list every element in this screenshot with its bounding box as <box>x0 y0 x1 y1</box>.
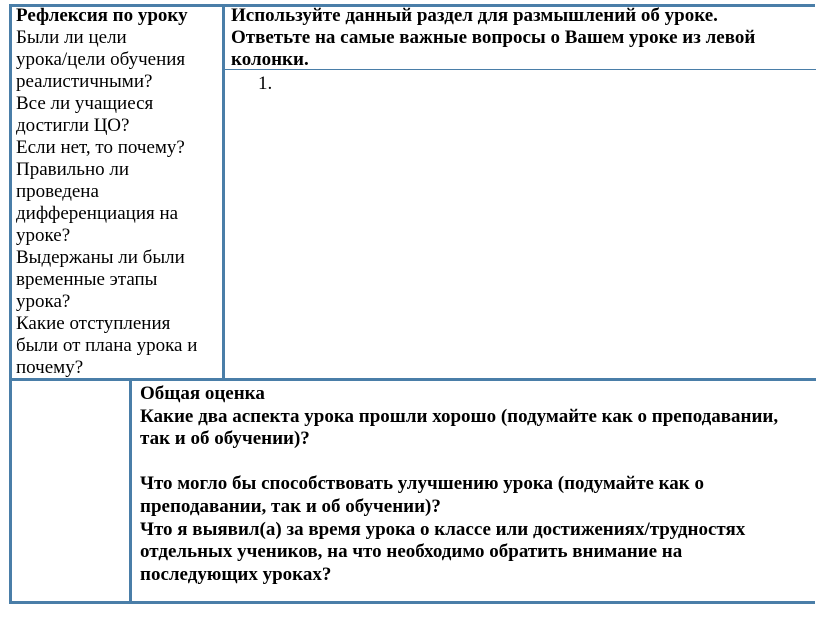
question-line: дифференциация на <box>16 203 179 224</box>
question-line: уроке? <box>16 225 71 246</box>
reflection-title: Рефлексия по уроку <box>16 5 188 26</box>
summary-question: последующих уроках? <box>140 563 332 585</box>
column-divider-bottom <box>129 379 132 604</box>
question-line: реалистичными? <box>16 71 153 92</box>
instructions-heading <box>231 5 811 71</box>
instructions-line: Ответьте на самые важные вопросы о Вашем уроке из левой <box>231 27 756 48</box>
summary-question: так и об обучении)? <box>140 428 310 450</box>
instructions-line: Используйте данный раздел для размышлений об уроке. <box>231 5 718 26</box>
column-divider-top <box>222 4 225 380</box>
question-line: Правильно ли <box>16 159 130 180</box>
question-line: Все ли учащиеся <box>16 93 154 114</box>
question-line: урока/цели обучения <box>16 49 186 70</box>
summary-question: Что могло бы способствовать улучшению урока (подумайте как о <box>140 473 704 495</box>
summary-spacer <box>140 451 810 474</box>
summary-question: Что я выявил(а) за время урока о классе или достижениях/трудностях <box>140 518 746 540</box>
summary-question: отдельных учеников, на что необходимо обратить внимание на <box>140 541 683 563</box>
instructions-line: колонки. <box>231 49 309 70</box>
question-line: достигли ЦО? <box>16 115 130 136</box>
question-line: проведена <box>16 181 99 202</box>
answer-list-item[interactable]: 1. <box>258 73 273 94</box>
summary-cell <box>140 383 810 586</box>
question-line: Какие отступления <box>16 313 171 334</box>
question-line: почему? <box>16 357 84 378</box>
question-line: Были ли цели <box>16 27 127 48</box>
summary-question: Какие два аспекта урока прошли хорошо (подумайте как о преподавании, <box>140 405 779 427</box>
question-line: были от плана урока и <box>16 335 198 356</box>
question-line: урока? <box>16 291 71 312</box>
summary-title: Общая оценка <box>140 383 265 404</box>
reflection-cell <box>16 5 220 379</box>
question-line: Выдержаны ли были <box>16 247 185 268</box>
question-line: временные этапы <box>16 269 158 290</box>
summary-question: преподавании, так и об обучении)? <box>140 495 441 517</box>
question-line: Если нет, то почему? <box>16 137 185 158</box>
